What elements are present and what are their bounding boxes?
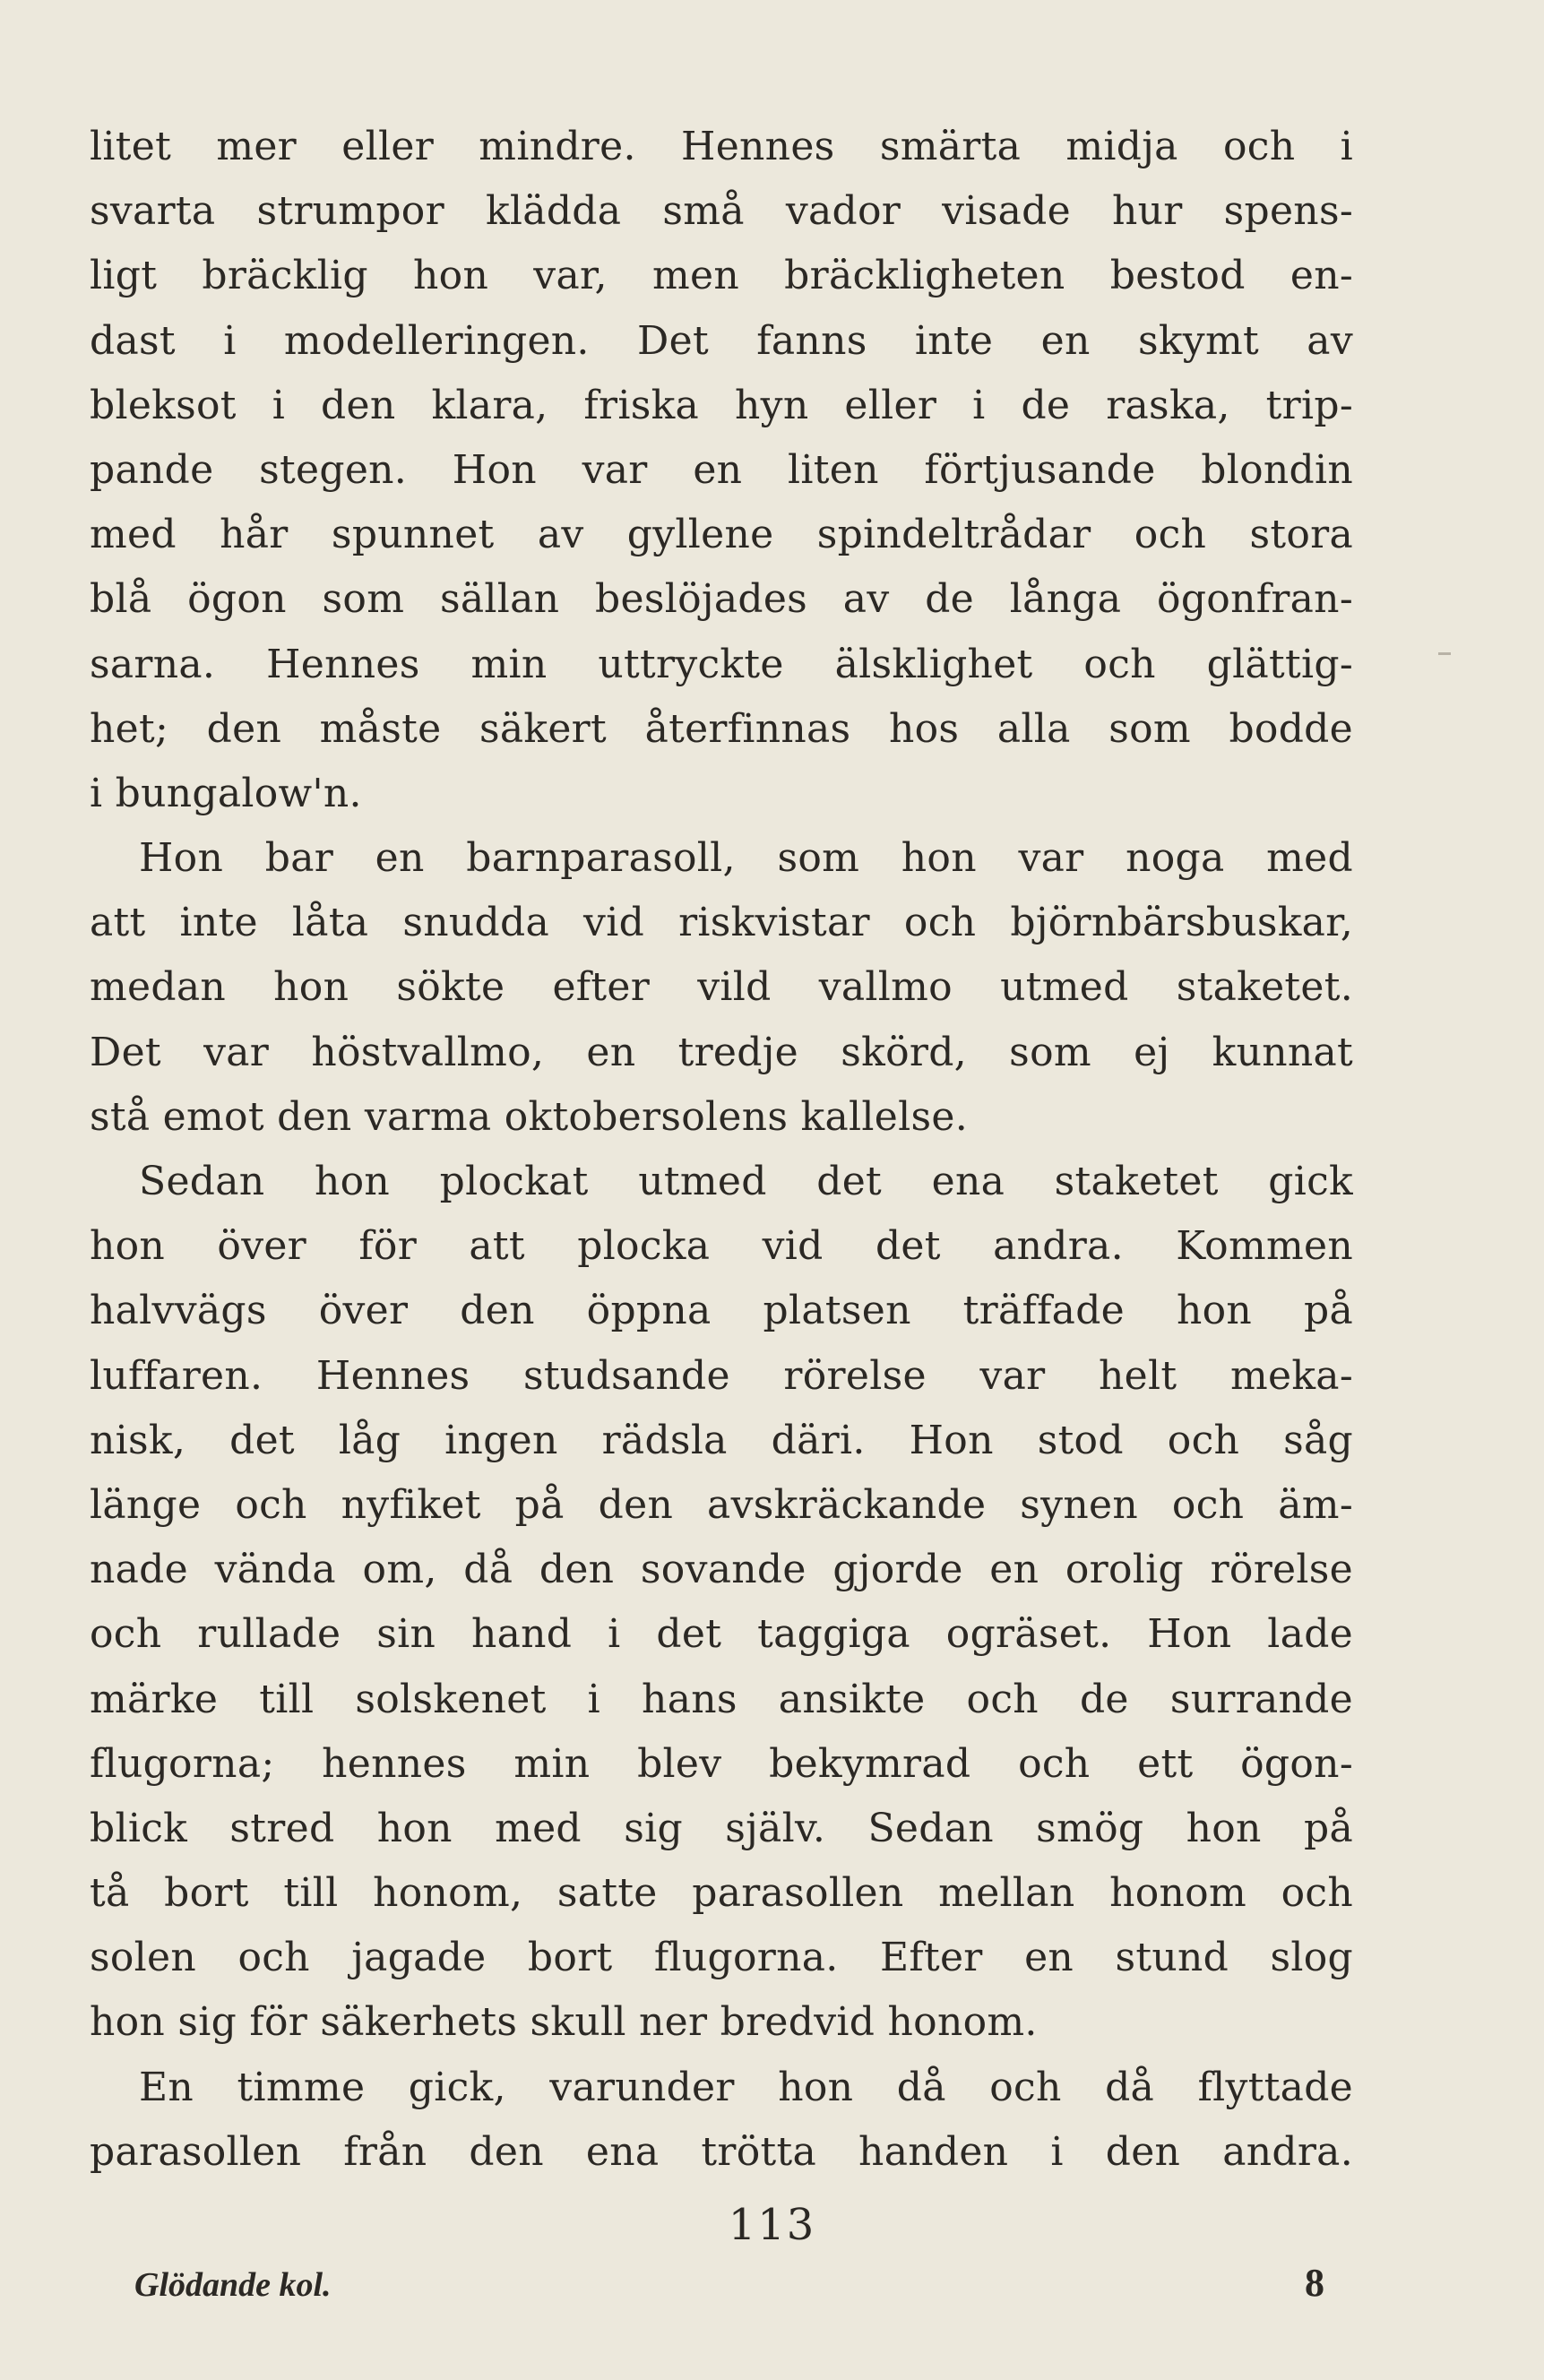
text-line: pande stegen. Hon var en liten förtjusande blondin [90,446,1353,493]
text-line: att inte låta snudda vid riskvistar och björnbärsbuskar, [90,900,1353,946]
signature-mark: 8 [1305,2261,1324,2305]
text-line: länge och nyfiket på den avskräckande synen och äm- [90,1481,1353,1528]
text-line: hon över för att plocka vid det andra. Kommen [90,1223,1353,1270]
text-line: bleksot i den klara, friska hyn eller i de raska, trip- [90,382,1353,428]
text-line: dast i modelleringen. Det fanns inte en skymt av [90,317,1353,364]
margin-mark [1438,652,1451,655]
text-line: nisk, det låg ingen rädsla däri. Hon stod och såg [90,1417,1353,1463]
page-number: 113 [728,2200,816,2250]
text-line: Det var höstvallmo, en tredje skörd, som ej kunnat [90,1029,1353,1075]
body-text [90,115,1353,2185]
text-line: i bungalow'n. [90,770,362,816]
text-line: halvvägs över den öppna platsen träffade hon på [90,1288,1353,1334]
footer-book-title: Glödande kol. [134,2266,332,2304]
text-line: blå ögon som sällan beslöjades av de långa ögonfran- [90,576,1353,623]
paragraph-start-line: Sedan hon plockat utmed det ena staketet gick [139,1159,1353,1204]
text-line: flugorna; hennes min blev bekymrad och ett ögon- [90,1740,1353,1787]
text-line: sarna. Hennes min uttryckte älsklighet och glättig- [90,641,1353,687]
text-line: tå bort till honom, satte parasollen mellan honom och [90,1870,1353,1917]
text-line: luffaren. Hennes studsande rörelse var helt meka- [90,1352,1353,1399]
text-line: parasollen från den ena trötta handen i den andra. [90,2128,1353,2175]
text-line: och rullade sin hand i det taggiga ogräset. Hon lade [90,1611,1353,1658]
text-line: het; den måste säkert återfinnas hos alla som bodde [90,705,1353,752]
text-line: stå emot den varma oktobersolens kallelse. [90,1093,968,1140]
paragraph-start-line: Hon bar en barnparasoll, som hon var noga med [139,835,1353,882]
paragraph-start-line: En timme gick, varunder hon då och då flyttade [139,2064,1353,2110]
text-line: litet mer eller mindre. Hennes smärta midja och i [90,124,1353,169]
text-line: solen och jagade bort flugorna. Efter en stund slog [90,1935,1353,1981]
text-line: blick stred hon med sig själv. Sedan smög hon på [90,1805,1353,1851]
text-line: medan hon sökte efter vild vallmo utmed staketet. [90,964,1353,1011]
text-line: nade vända om, då den sovande gjorde en orolig rörelse [90,1547,1353,1593]
text-line: med hår spunnet av gyllene spindeltrådar och stora [90,512,1353,558]
text-line: ligt bräcklig hon var, men bräckligheten bestod en- [90,253,1353,299]
text-line: hon sig för säkerhets skull ner bredvid honom. [90,1999,1038,2046]
text-line: märke till solskenet i hans ansikte och de surrande [90,1676,1353,1722]
text-line: svarta strumpor klädda små vador visade hur spens- [90,188,1353,235]
